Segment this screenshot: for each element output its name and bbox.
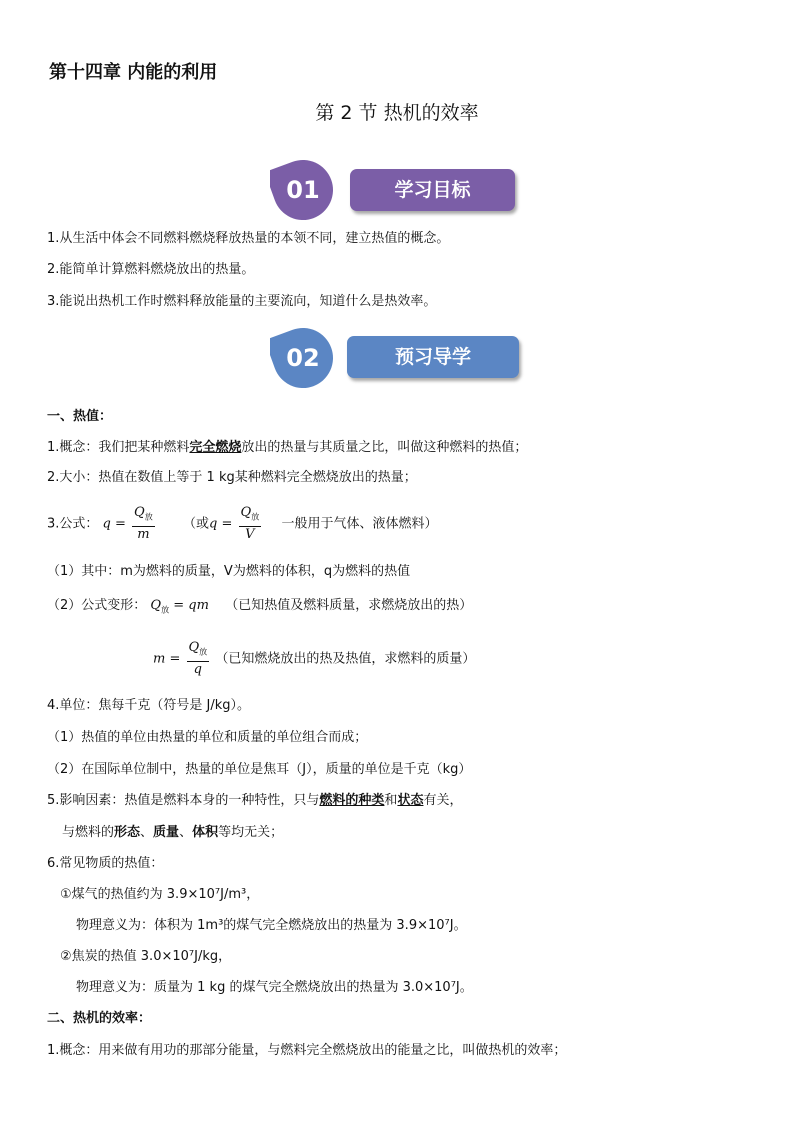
badge-number: 01 bbox=[286, 176, 320, 204]
badge-label: 预习导学 bbox=[347, 336, 519, 378]
fraction-q-over-q: $\frac{Q_放}{q}$ bbox=[188, 640, 208, 677]
chapter-title: 第十四章 内能的利用 bbox=[49, 62, 218, 83]
badge-preview-guide bbox=[270, 326, 520, 390]
formula-line: 3.公式： q = $\frac{Q_放}{m}$ （或q = $\frac{Q_放}{V}$ 一般用于气体、液体燃料） bbox=[47, 505, 438, 542]
efficiency-concept-line: 1.概念：用来做有用功的那部分能量，与燃料完全燃烧放出的能量之比，叫做热机的效率； bbox=[47, 1043, 567, 1058]
size-line: 2.大小：热值在数值上等于 1 kg某种燃料完全燃烧放出的热量； bbox=[47, 470, 417, 485]
concept-line: 1.概念：我们把某种燃料完全燃烧放出的热量与其质量之比，叫做这种燃料的热值； bbox=[47, 440, 528, 455]
heading-engine-efficiency: 二、热机的效率： bbox=[47, 1011, 152, 1026]
factor-line-2: 与燃料的形态、质量、体积等均无关； bbox=[62, 825, 284, 840]
unit-line-2: （2）在国际单位制中，热量的单位是焦耳（J），质量的单位是千克（kg） bbox=[47, 762, 472, 777]
objective-1: 1.从生活中体会不同燃料燃烧释放热量的本领不同，建立热值的概念。 bbox=[47, 231, 450, 246]
transform-line: （2）公式变形： $Q_放$ = qm （已知热值及燃料质量，求燃烧放出的热） bbox=[47, 598, 473, 615]
gas-value-line: ①煤气的热值约为 3.9×10⁷J/m³， bbox=[60, 887, 260, 902]
objective-3: 3.能说出热机工作时燃料释放能量的主要流向，知道什么是热效率。 bbox=[47, 294, 437, 309]
coke-value-line: ②焦炭的热值 3.0×10⁷J/kg， bbox=[60, 949, 232, 964]
where-line: （1）其中：m为燃料的质量，V为燃料的体积，q为燃料的热值 bbox=[47, 564, 411, 579]
objective-2: 2.能简单计算燃料燃烧放出的热量。 bbox=[47, 262, 255, 277]
factor-line: 5.影响因素：热值是燃料本身的一种特性，只与燃料的种类和状态有关， bbox=[47, 793, 463, 808]
fraction-q-over-m: $\frac{Q_放}{m}$ bbox=[134, 505, 153, 542]
coke-meaning-line: 物理意义为：质量为 1 kg 的煤气完全燃烧放出的热量为 3.0×10⁷J。 bbox=[76, 980, 473, 995]
unit-line: 4.单位：焦每千克（符号是 J/kg）。 bbox=[47, 698, 251, 713]
unit-line-1: （1）热值的单位由热量的单位和质量的单位组合而成； bbox=[47, 730, 368, 745]
badge-number: 02 bbox=[286, 344, 320, 372]
section-title: 第 2 节 热机的效率 bbox=[315, 102, 479, 124]
mass-formula-line: m = $\frac{Q_放}{q}$ （已知燃烧放出的热及热值，求燃料的质量） bbox=[153, 640, 476, 677]
fraction-q-over-v: $\frac{Q_放}{V}$ bbox=[240, 505, 260, 542]
heading-heat-value: 一、热值： bbox=[47, 409, 113, 424]
badge-learning-goals bbox=[270, 158, 520, 222]
common-values-line: 6.常见物质的热值： bbox=[47, 856, 164, 871]
gas-meaning-line: 物理意义为：体积为 1m³的煤气完全燃烧放出的热量为 3.9×10⁷J。 bbox=[76, 918, 467, 933]
underlined-term: 完全燃烧 bbox=[189, 440, 242, 455]
badge-label: 学习目标 bbox=[350, 169, 515, 211]
